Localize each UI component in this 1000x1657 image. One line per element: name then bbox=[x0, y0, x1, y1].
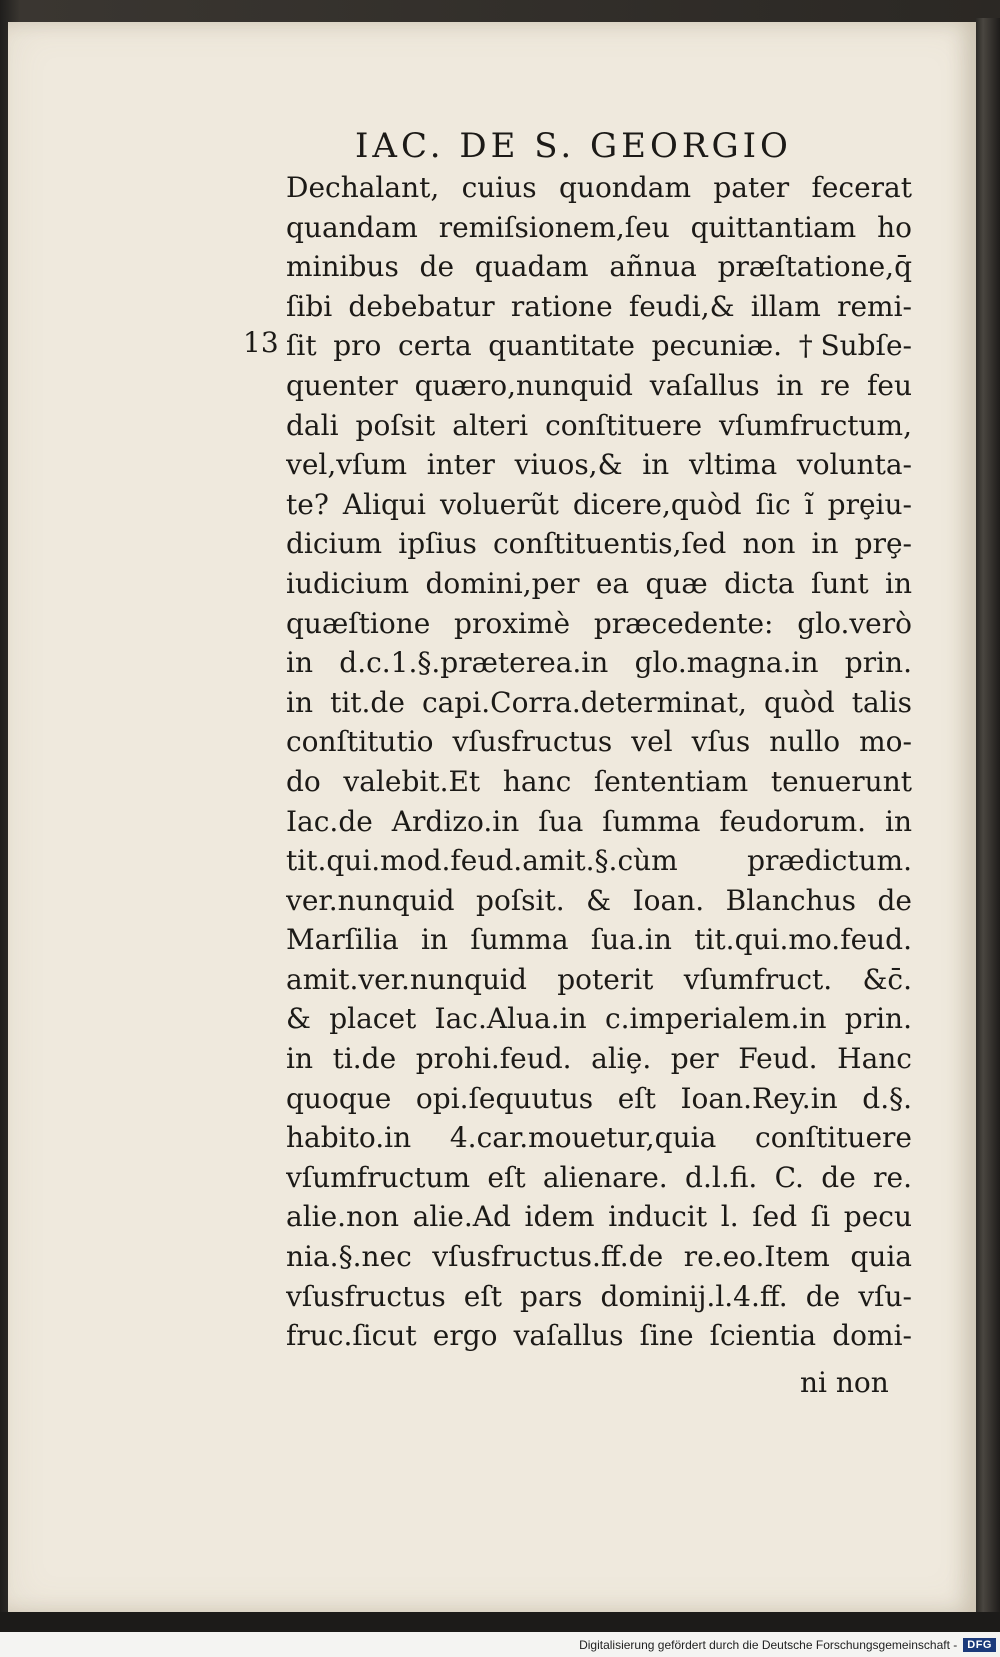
text-line: ſit pro certa quantitate pecuniæ. †Subſe- bbox=[286, 329, 912, 363]
running-head: IAC. DE S. GEORGIO bbox=[355, 126, 792, 166]
margin-number: 13 bbox=[243, 326, 279, 359]
text-line: nia.§.nec vſusfructus.ff.de re.eo.Item quia bbox=[286, 1240, 912, 1274]
text-line: in d.c.1.§.præterea.in glo.magna.in prin. bbox=[286, 646, 912, 680]
text-line: alie.non alie.Ad idem inducit l. ſed ſi pecu bbox=[286, 1200, 912, 1234]
text-line: tit.qui.mod.feud.amit.§.cùm prædictum. bbox=[286, 844, 912, 878]
text-line: minibus de quadam añnua præſtatione,q̄ bbox=[286, 250, 912, 284]
text-line: do valebit.Et hanc ſententiam tenuerunt bbox=[286, 764, 912, 798]
text-line: quenter quæro,nunquid vaſallus in re feu bbox=[286, 368, 912, 402]
text-line: fruc.ſicut ergo vaſallus ſine ſcientia domi- bbox=[286, 1319, 912, 1353]
catchword: ni non bbox=[800, 1366, 889, 1399]
text-line: quæſtione proximè præcedente: glo.verò bbox=[286, 606, 912, 640]
footer-credit: Digitalisierung gefördert durch die Deutsche Forschungsgemeinschaft - bbox=[579, 1637, 958, 1652]
text-line: vel,vſum inter viuos,& in vltima volunta- bbox=[286, 448, 912, 482]
scan-bottom-band bbox=[0, 1612, 1000, 1632]
text-line: Dechalant, cuius quondam pater fecerat bbox=[286, 171, 912, 204]
text-line: dali poſsit alteri conſtituere vſumfructum, bbox=[286, 408, 912, 442]
text-line: vſusfructus eſt pars dominij.l.4.ff. de vſu- bbox=[286, 1279, 912, 1313]
text-line: iudicium domini,per ea quæ dicta ſunt in bbox=[286, 566, 912, 600]
text-line: amit.ver.nunquid poterit vſumfruct. &c̄. bbox=[286, 962, 912, 996]
text-line: quoque opi.ſequutus eſt Ioan.Rey.in d.§. bbox=[286, 1081, 912, 1115]
text-line: ver.nunquid poſsit. & Ioan. Blanchus de bbox=[286, 883, 912, 917]
text-line: habito.in 4.car.mouetur,quia conſtituere bbox=[286, 1121, 912, 1155]
text-line: Marſilia in ſumma ſua.in tit.qui.mo.feud. bbox=[286, 923, 912, 957]
text-line: Iac.de Ardizo.in ſua ſumma feudorum. in bbox=[286, 804, 912, 838]
text-line: in ti.de prohi.feud. aliȩ. per Feud. Hanc bbox=[286, 1042, 912, 1076]
text-line: quandam remiſsionem,ſeu quittantiam ho bbox=[286, 210, 912, 244]
text-line: dicium ipſius conſtituentis,ſed non in prȩ- bbox=[286, 527, 912, 561]
text-line: conſtitutio vſusfructus vel vſus nullo mo- bbox=[286, 725, 912, 759]
text-line: te? Aliqui voluerũt dicere,quòd ſic ĩ prȩiu- bbox=[286, 487, 912, 521]
text-line: ſibi debebatur ratione feudi,& illam remi- bbox=[286, 289, 912, 323]
text-line: in tit.de capi.Corra.determinat, quòd talis bbox=[286, 685, 912, 719]
footer-bar bbox=[0, 1632, 1000, 1657]
text-line: vſumfructum eſt alienare. d.l.fi. C. de re. bbox=[286, 1160, 912, 1194]
dfg-logo-icon[interactable]: DFG bbox=[963, 1638, 996, 1652]
text-line: & placet Iac.Alua.in c.imperialem.in prin. bbox=[286, 1002, 912, 1036]
body-text bbox=[286, 168, 912, 1356]
page-edge bbox=[976, 18, 1000, 1628]
